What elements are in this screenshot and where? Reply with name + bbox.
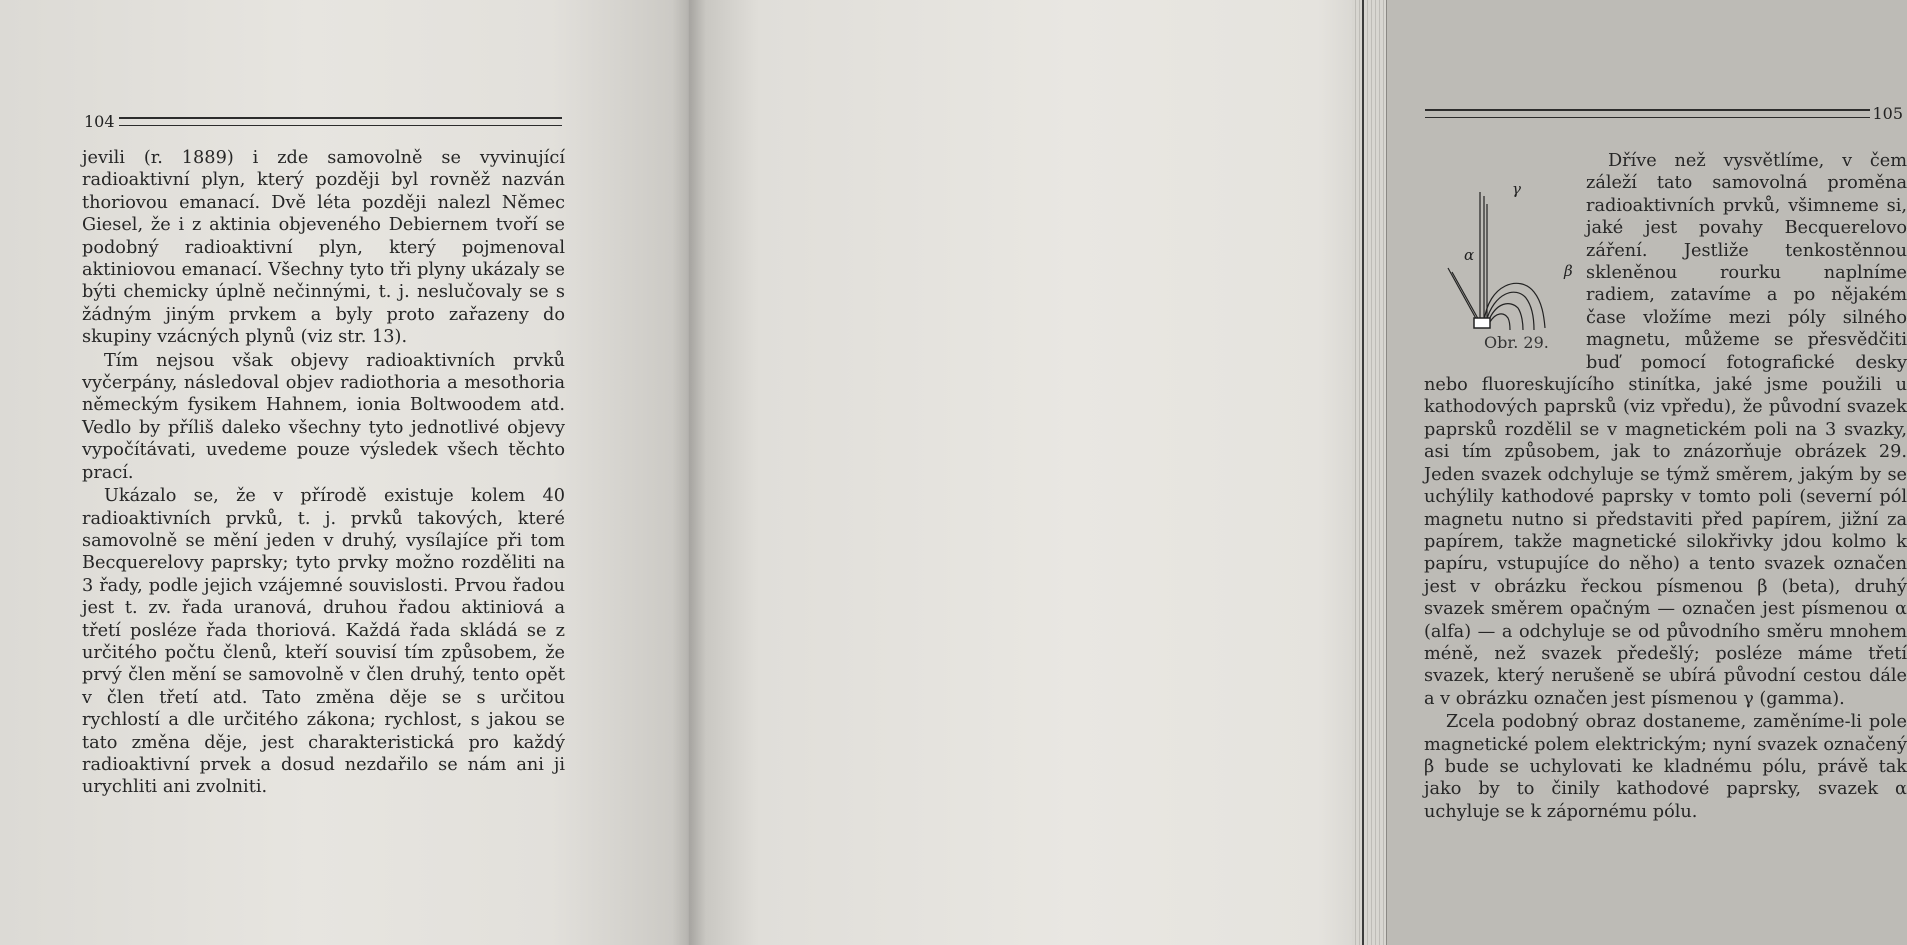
- left-paragraph-1: jevili (r. 1889) i zde samovolně se vyvinující radioaktivní plyn, který později byl rovněž nazván thoriovou emanací. Dvě léta později nalezl Němec Giesel, že i z aktinia objeveného Debiernem tvoří se podobný radioaktivní plyn, který pojmenoval aktiniovou emanací. Všechny tyto tři plyny ukázaly se býti chemicky úplně nečinnými, t. j. neslučovaly se s žádným jiným prvkem a byly proto zařazeny do skupiny vzácných plynů (viz str. 13).: [82, 148, 565, 348]
- gamma-label: γ: [1512, 180, 1521, 198]
- page-number-left: 104: [84, 112, 115, 131]
- right-text-column: [1424, 150, 1907, 823]
- left-paragraph-2: Tím nejsou však objevy radioaktivních prvků vyčerpány, následoval objev radiothoria a mesothoria německým fysikem Hahnem, ionia Boltwoodem atd. Vedlo by příliš daleko všechny tyto jednotlivé objevy vypočítávati, uvedeme pouze výsledek všech těchto prací.: [82, 350, 565, 483]
- right-paragraph-2: Zcela podobný obraz dostaneme, zaměníme-li pole magnetické polem elektrickým; nyní svazek označený β bude se uchylovati ke kladnému pólu, právě tak jako by to činily kathodové paprsky, svazek α uchyluje se k zápornému pólu.: [1424, 712, 1907, 822]
- figure-29: [1424, 174, 1572, 364]
- header-rule-right: [1425, 109, 1870, 118]
- left-text-column: [82, 147, 565, 799]
- page-edge-line: [1362, 0, 1364, 945]
- right-paragraph-1-text: Dříve než vysvětlíme, v čem záleží tato samovolná proměna radioaktivních prvků, všimneme si, jaké jest povahy Becquerelovo záření. Jestliže tenkostěnnou skleněnou rourku naplníme radiem, zatavíme a po nějakém čase vložíme mezi póly silného magnetu, můžeme se přesvědčiti buď pomocí fotografické desky nebo fluoreskujícího stinítka, jaké jsme použili u kathodových paprsků (viz vpředu), že původní svazek paprsků rozdělil se v magnetickém poli na 3 svazky, asi tím způsobem, jak to znázorňuje obrázek 29. Jeden svazek odchyluje se týmž směrem, jakým by se uchýlily kathodové paprsky v tomto poli (severní pól magnetu nutno si představiti před papírem, jižní za papírem, takže magnetické silokřivky jdou kolmo k papíru, vstupujíce do něho) a tento svazek označen jest v obrázku řeckou písmenou β (beta), druhý svazek směrem opačným — označen jest písmenou α (alfa) — a odchyluje se od původního směru mnohem méně, než svazek předešlý; posléze máme třetí svazek, který nerušeně se ubírá původní cestou dále a v obrázku označen jest písmenou γ (gamma).: [1424, 151, 1907, 709]
- radium-source: [1474, 318, 1490, 328]
- header-rule-left: [119, 117, 562, 126]
- left-paragraph-3: Ukázalo se, že v přírodě existuje kolem 40 radioaktivních prvků, t. j. prvků takových, které samovolně se mění jeden v druhý, vysílajíce při tom Becquerelovy paprsky; tyto prvky možno rozděliti na 3 řady, podle jejich vzájemné souvislosti. Prvou řadou jest t. zv. řada uranová, druhou řadou aktiniová a třetí posléze řada thoriová. Každá řada skládá se z určitého počtu členů, kteří souvisí tím způsobem, že prvý člen mění se samovolně v člen druhý, tento opět v člen třetí atd. Tato změna děje se s určitou rychlostí a dle určitého zákona; rychlost, s jakou se tato změna děje, jest charakteristická pro každý radioaktivní prvek a dosud nezdařilo se nám ani ji urychliti ani zvolniti.: [82, 486, 565, 798]
- book-gutter: [672, 0, 706, 945]
- beta-label: β: [1564, 262, 1573, 280]
- alpha-beam: [1448, 268, 1479, 324]
- left-page: [0, 0, 689, 945]
- figure-caption: Obr. 29.: [1484, 333, 1549, 352]
- page-number-right: 105: [1872, 104, 1903, 123]
- right-paragraph-1: [1424, 150, 1907, 710]
- alpha-label: α: [1464, 246, 1475, 264]
- left-page-header: [84, 112, 562, 131]
- right-page-header: [1425, 104, 1903, 123]
- right-page: [689, 0, 1907, 945]
- page-edge-stack: [1352, 0, 1388, 945]
- page-edge-line-outer: [1386, 0, 1387, 945]
